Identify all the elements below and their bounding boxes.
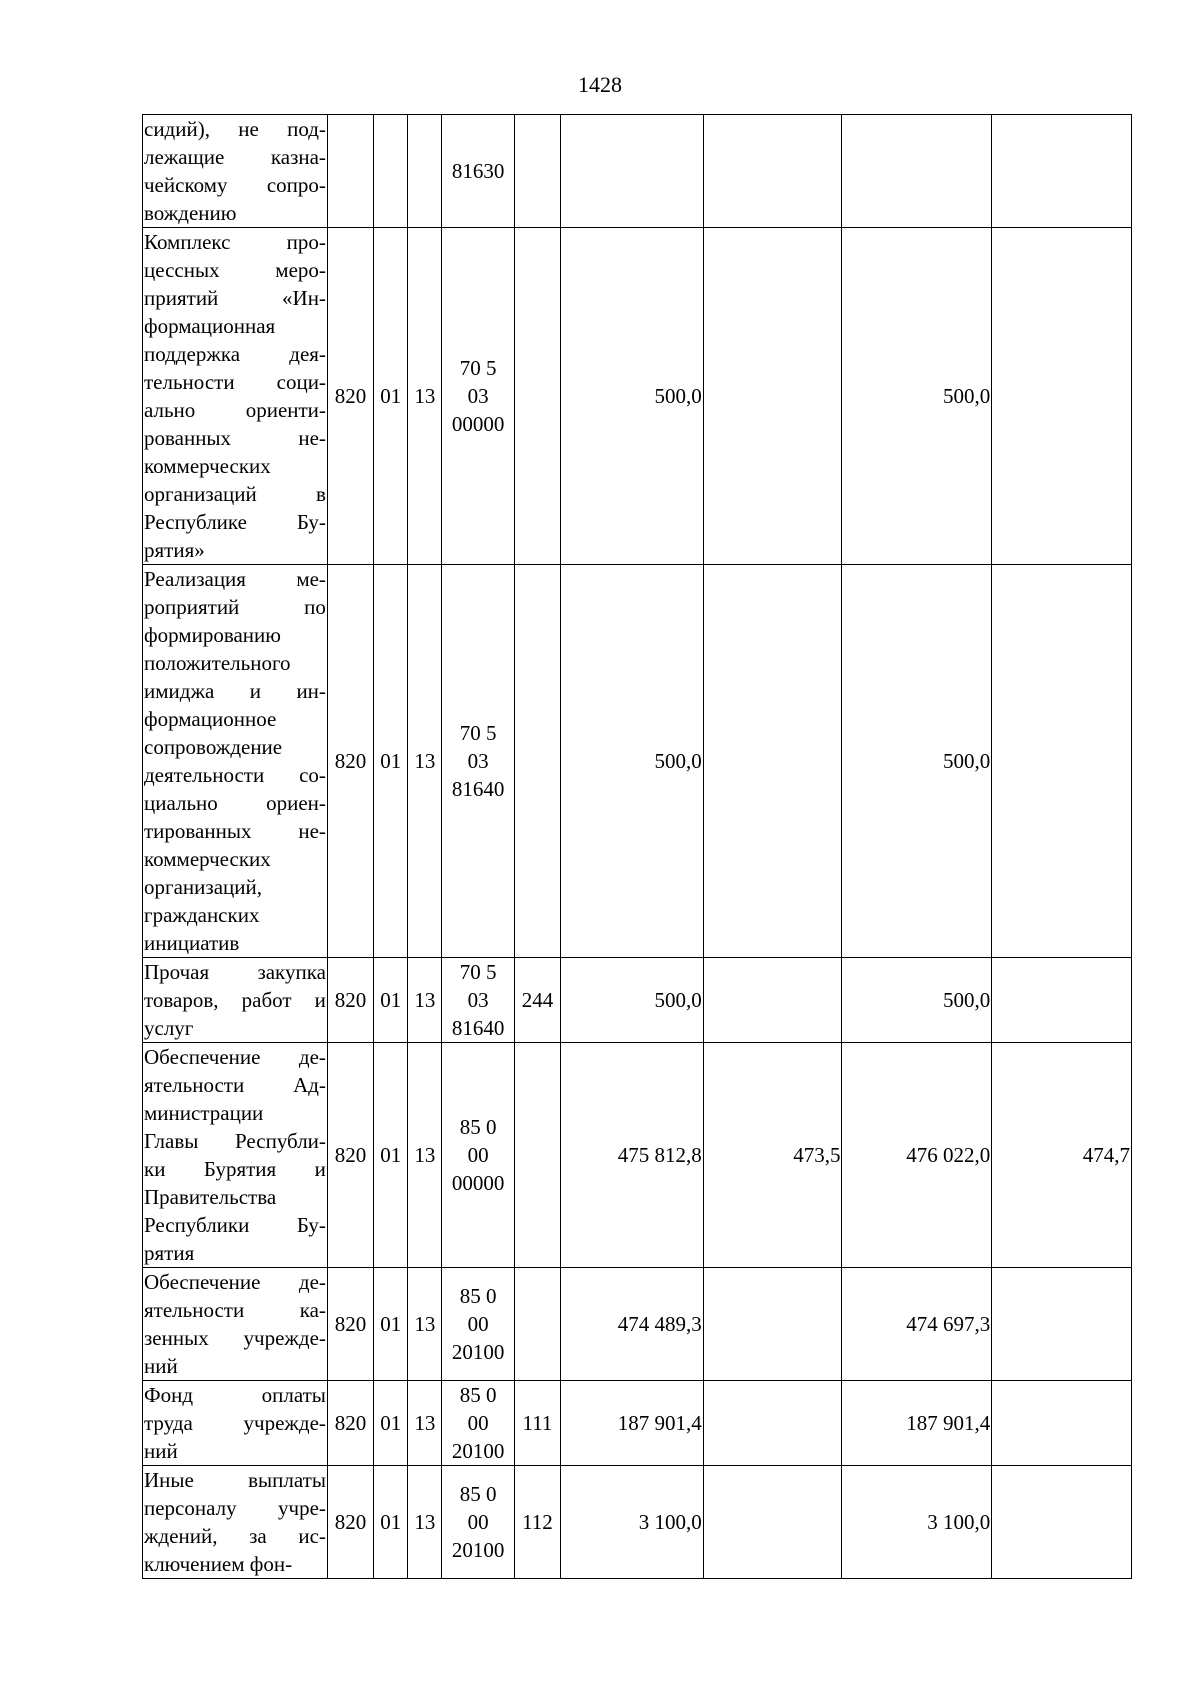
grbs-cell: 820 bbox=[327, 1381, 373, 1466]
item-name-line: сидий), не под- bbox=[144, 117, 326, 141]
item-name-line: инициатив bbox=[144, 931, 240, 955]
item-name-line: ний bbox=[144, 1439, 178, 1463]
item-name-line: Реализация ме- bbox=[144, 567, 326, 591]
item-name-cell bbox=[143, 1381, 328, 1466]
amount-year1-extra-cell bbox=[703, 1381, 842, 1466]
item-name-cell bbox=[143, 565, 328, 958]
item-name-line: труда учрежде- bbox=[144, 1411, 326, 1435]
item-name-line: ятельности Ад- bbox=[144, 1073, 326, 1097]
target-article-cell: 85 0 00 00000 bbox=[442, 1043, 514, 1268]
amount-year1-extra-cell bbox=[703, 1268, 842, 1381]
section-cell: 01 bbox=[374, 565, 408, 958]
amount-year2-cell: 187 901,4 bbox=[842, 1381, 992, 1466]
item-name-cell bbox=[143, 958, 328, 1043]
amount-year1-cell: 500,0 bbox=[561, 228, 704, 565]
item-name-line: имиджа и ин- bbox=[144, 679, 326, 703]
target-article-cell: 70 5 03 81640 bbox=[442, 565, 514, 958]
subsection-cell: 13 bbox=[408, 958, 442, 1043]
amount-year1-extra-cell bbox=[703, 958, 842, 1043]
amount-year2-extra-cell bbox=[992, 565, 1132, 958]
amount-year2-extra-cell bbox=[992, 1466, 1132, 1579]
amount-year2-cell: 3 100,0 bbox=[842, 1466, 992, 1579]
grbs-cell: 820 bbox=[327, 565, 373, 958]
item-name-line: положительного bbox=[144, 651, 291, 675]
grbs-cell: 820 bbox=[327, 1268, 373, 1381]
expense-type-cell bbox=[514, 228, 560, 565]
item-name-line: Республики Бу- bbox=[144, 1213, 326, 1237]
amount-year2-extra-cell: 474,7 bbox=[992, 1043, 1132, 1268]
subsection-cell: 13 bbox=[408, 1381, 442, 1466]
table-row bbox=[143, 958, 1132, 1043]
amount-year2-extra-cell bbox=[992, 115, 1132, 228]
amount-year1-cell: 474 489,3 bbox=[561, 1268, 704, 1381]
amount-year1-cell: 3 100,0 bbox=[561, 1466, 704, 1579]
target-article-cell: 70 5 03 00000 bbox=[442, 228, 514, 565]
expense-type-cell bbox=[514, 1043, 560, 1268]
section-cell bbox=[374, 115, 408, 228]
amount-year2-extra-cell bbox=[992, 228, 1132, 565]
item-name-line: Фонд оплаты bbox=[144, 1383, 326, 1407]
item-name-line: ально ориенти- bbox=[144, 398, 326, 422]
item-name-line: рятия bbox=[144, 1241, 195, 1265]
amount-year1-cell bbox=[561, 115, 704, 228]
item-name-line: Главы Республи- bbox=[144, 1129, 326, 1153]
item-name-line: приятий «Ин- bbox=[144, 286, 326, 310]
item-name-cell bbox=[143, 1043, 328, 1268]
subsection-cell: 13 bbox=[408, 228, 442, 565]
item-name-line: рованных не- bbox=[144, 426, 326, 450]
item-name-line: коммерческих bbox=[144, 454, 271, 478]
target-article-cell: 85 0 00 20100 bbox=[442, 1466, 514, 1579]
table-row bbox=[143, 565, 1132, 958]
target-article-cell: 85 0 00 20100 bbox=[442, 1381, 514, 1466]
item-name-line: Обеспечение де- bbox=[144, 1270, 326, 1294]
target-article-cell: 70 5 03 81640 bbox=[442, 958, 514, 1043]
item-name-line: чейскому сопро- bbox=[144, 173, 326, 197]
amount-year2-cell bbox=[842, 115, 992, 228]
amount-year1-cell: 187 901,4 bbox=[561, 1381, 704, 1466]
item-name-line: цессных меро- bbox=[144, 258, 326, 282]
item-name-line: зенных учрежде- bbox=[144, 1326, 326, 1350]
amount-year2-cell: 500,0 bbox=[842, 565, 992, 958]
item-name-line: ний bbox=[144, 1354, 178, 1378]
subsection-cell: 13 bbox=[408, 1268, 442, 1381]
item-name-line: поддержка дея- bbox=[144, 342, 326, 366]
amount-year1-cell: 475 812,8 bbox=[561, 1043, 704, 1268]
subsection-cell bbox=[408, 115, 442, 228]
budget-table bbox=[142, 114, 1132, 1579]
expense-type-cell bbox=[514, 115, 560, 228]
amount-year2-cell: 476 022,0 bbox=[842, 1043, 992, 1268]
expense-type-cell bbox=[514, 1268, 560, 1381]
table-body bbox=[143, 115, 1132, 1579]
item-name-line: Правительства bbox=[144, 1185, 277, 1209]
item-name-cell bbox=[143, 115, 328, 228]
table-row bbox=[143, 115, 1132, 228]
grbs-cell: 820 bbox=[327, 958, 373, 1043]
table-row bbox=[143, 1381, 1132, 1466]
table-row bbox=[143, 1043, 1132, 1268]
amount-year2-extra-cell bbox=[992, 1381, 1132, 1466]
target-article-cell: 85 0 00 20100 bbox=[442, 1268, 514, 1381]
item-name-line: сопровождение bbox=[144, 735, 283, 759]
item-name-cell bbox=[143, 1466, 328, 1579]
amount-year2-cell: 474 697,3 bbox=[842, 1268, 992, 1381]
grbs-cell: 820 bbox=[327, 1043, 373, 1268]
item-name-line: гражданских bbox=[144, 903, 260, 927]
item-name-line: коммерческих bbox=[144, 847, 271, 871]
item-name-line: тированных не- bbox=[144, 819, 326, 843]
item-name-line: вождению bbox=[144, 201, 237, 225]
subsection-cell: 13 bbox=[408, 1043, 442, 1268]
amount-year1-extra-cell bbox=[703, 228, 842, 565]
item-name-line: Республике Бу- bbox=[144, 510, 326, 534]
amount-year2-cell: 500,0 bbox=[842, 958, 992, 1043]
item-name-line: ки Бурятия и bbox=[144, 1157, 326, 1181]
table-row bbox=[143, 228, 1132, 565]
item-name-line: услуг bbox=[144, 1016, 194, 1040]
subsection-cell: 13 bbox=[408, 1466, 442, 1579]
section-cell: 01 bbox=[374, 1381, 408, 1466]
item-name-line: формационная bbox=[144, 314, 276, 338]
item-name-line: деятельности со- bbox=[144, 763, 326, 787]
item-name-line: организаций, bbox=[144, 875, 262, 899]
item-name-line: ключением фон- bbox=[144, 1552, 293, 1576]
item-name-line: формированию bbox=[144, 623, 281, 647]
item-name-line: ятельности ка- bbox=[144, 1298, 326, 1322]
item-name-line: Иные выплаты bbox=[144, 1468, 326, 1492]
expense-type-cell: 112 bbox=[514, 1466, 560, 1579]
item-name-line: тельности соци- bbox=[144, 370, 326, 394]
item-name-line: формационное bbox=[144, 707, 277, 731]
item-name-line: циально ориен- bbox=[144, 791, 326, 815]
table-row bbox=[143, 1466, 1132, 1579]
item-name-line: ждений, за ис- bbox=[144, 1524, 326, 1548]
table-row bbox=[143, 1268, 1132, 1381]
target-article-cell: 81630 bbox=[442, 115, 514, 228]
section-cell: 01 bbox=[374, 958, 408, 1043]
amount-year1-extra-cell bbox=[703, 565, 842, 958]
section-cell: 01 bbox=[374, 1466, 408, 1579]
item-name-line: рятия» bbox=[144, 538, 205, 562]
amount-year1-extra-cell bbox=[703, 115, 842, 228]
page-number: 1428 bbox=[578, 72, 622, 97]
item-name-cell bbox=[143, 1268, 328, 1381]
item-name-line: Прочая закупка bbox=[144, 960, 326, 984]
item-name-line: министрации bbox=[144, 1101, 264, 1125]
item-name-line: организаций в bbox=[144, 482, 326, 506]
item-name-line: Обеспечение де- bbox=[144, 1045, 326, 1069]
amount-year1-extra-cell bbox=[703, 1466, 842, 1579]
section-cell: 01 bbox=[374, 1268, 408, 1381]
expense-type-cell: 111 bbox=[514, 1381, 560, 1466]
amount-year2-extra-cell bbox=[992, 958, 1132, 1043]
item-name-cell bbox=[143, 228, 328, 565]
grbs-cell bbox=[327, 115, 373, 228]
expense-type-cell: 244 bbox=[514, 958, 560, 1043]
amount-year1-cell: 500,0 bbox=[561, 565, 704, 958]
grbs-cell: 820 bbox=[327, 1466, 373, 1579]
item-name-line: роприятий по bbox=[144, 595, 326, 619]
amount-year2-extra-cell bbox=[992, 1268, 1132, 1381]
amount-year1-cell: 500,0 bbox=[561, 958, 704, 1043]
grbs-cell: 820 bbox=[327, 228, 373, 565]
subsection-cell: 13 bbox=[408, 565, 442, 958]
expense-type-cell bbox=[514, 565, 560, 958]
item-name-line: товаров, работ и bbox=[144, 988, 326, 1012]
item-name-line: персоналу учре- bbox=[144, 1496, 326, 1520]
section-cell: 01 bbox=[374, 228, 408, 565]
amount-year1-extra-cell: 473,5 bbox=[703, 1043, 842, 1268]
item-name-line: Комплекс про- bbox=[144, 230, 326, 254]
item-name-line: лежащие казна- bbox=[144, 145, 326, 169]
amount-year2-cell: 500,0 bbox=[842, 228, 992, 565]
section-cell: 01 bbox=[374, 1043, 408, 1268]
